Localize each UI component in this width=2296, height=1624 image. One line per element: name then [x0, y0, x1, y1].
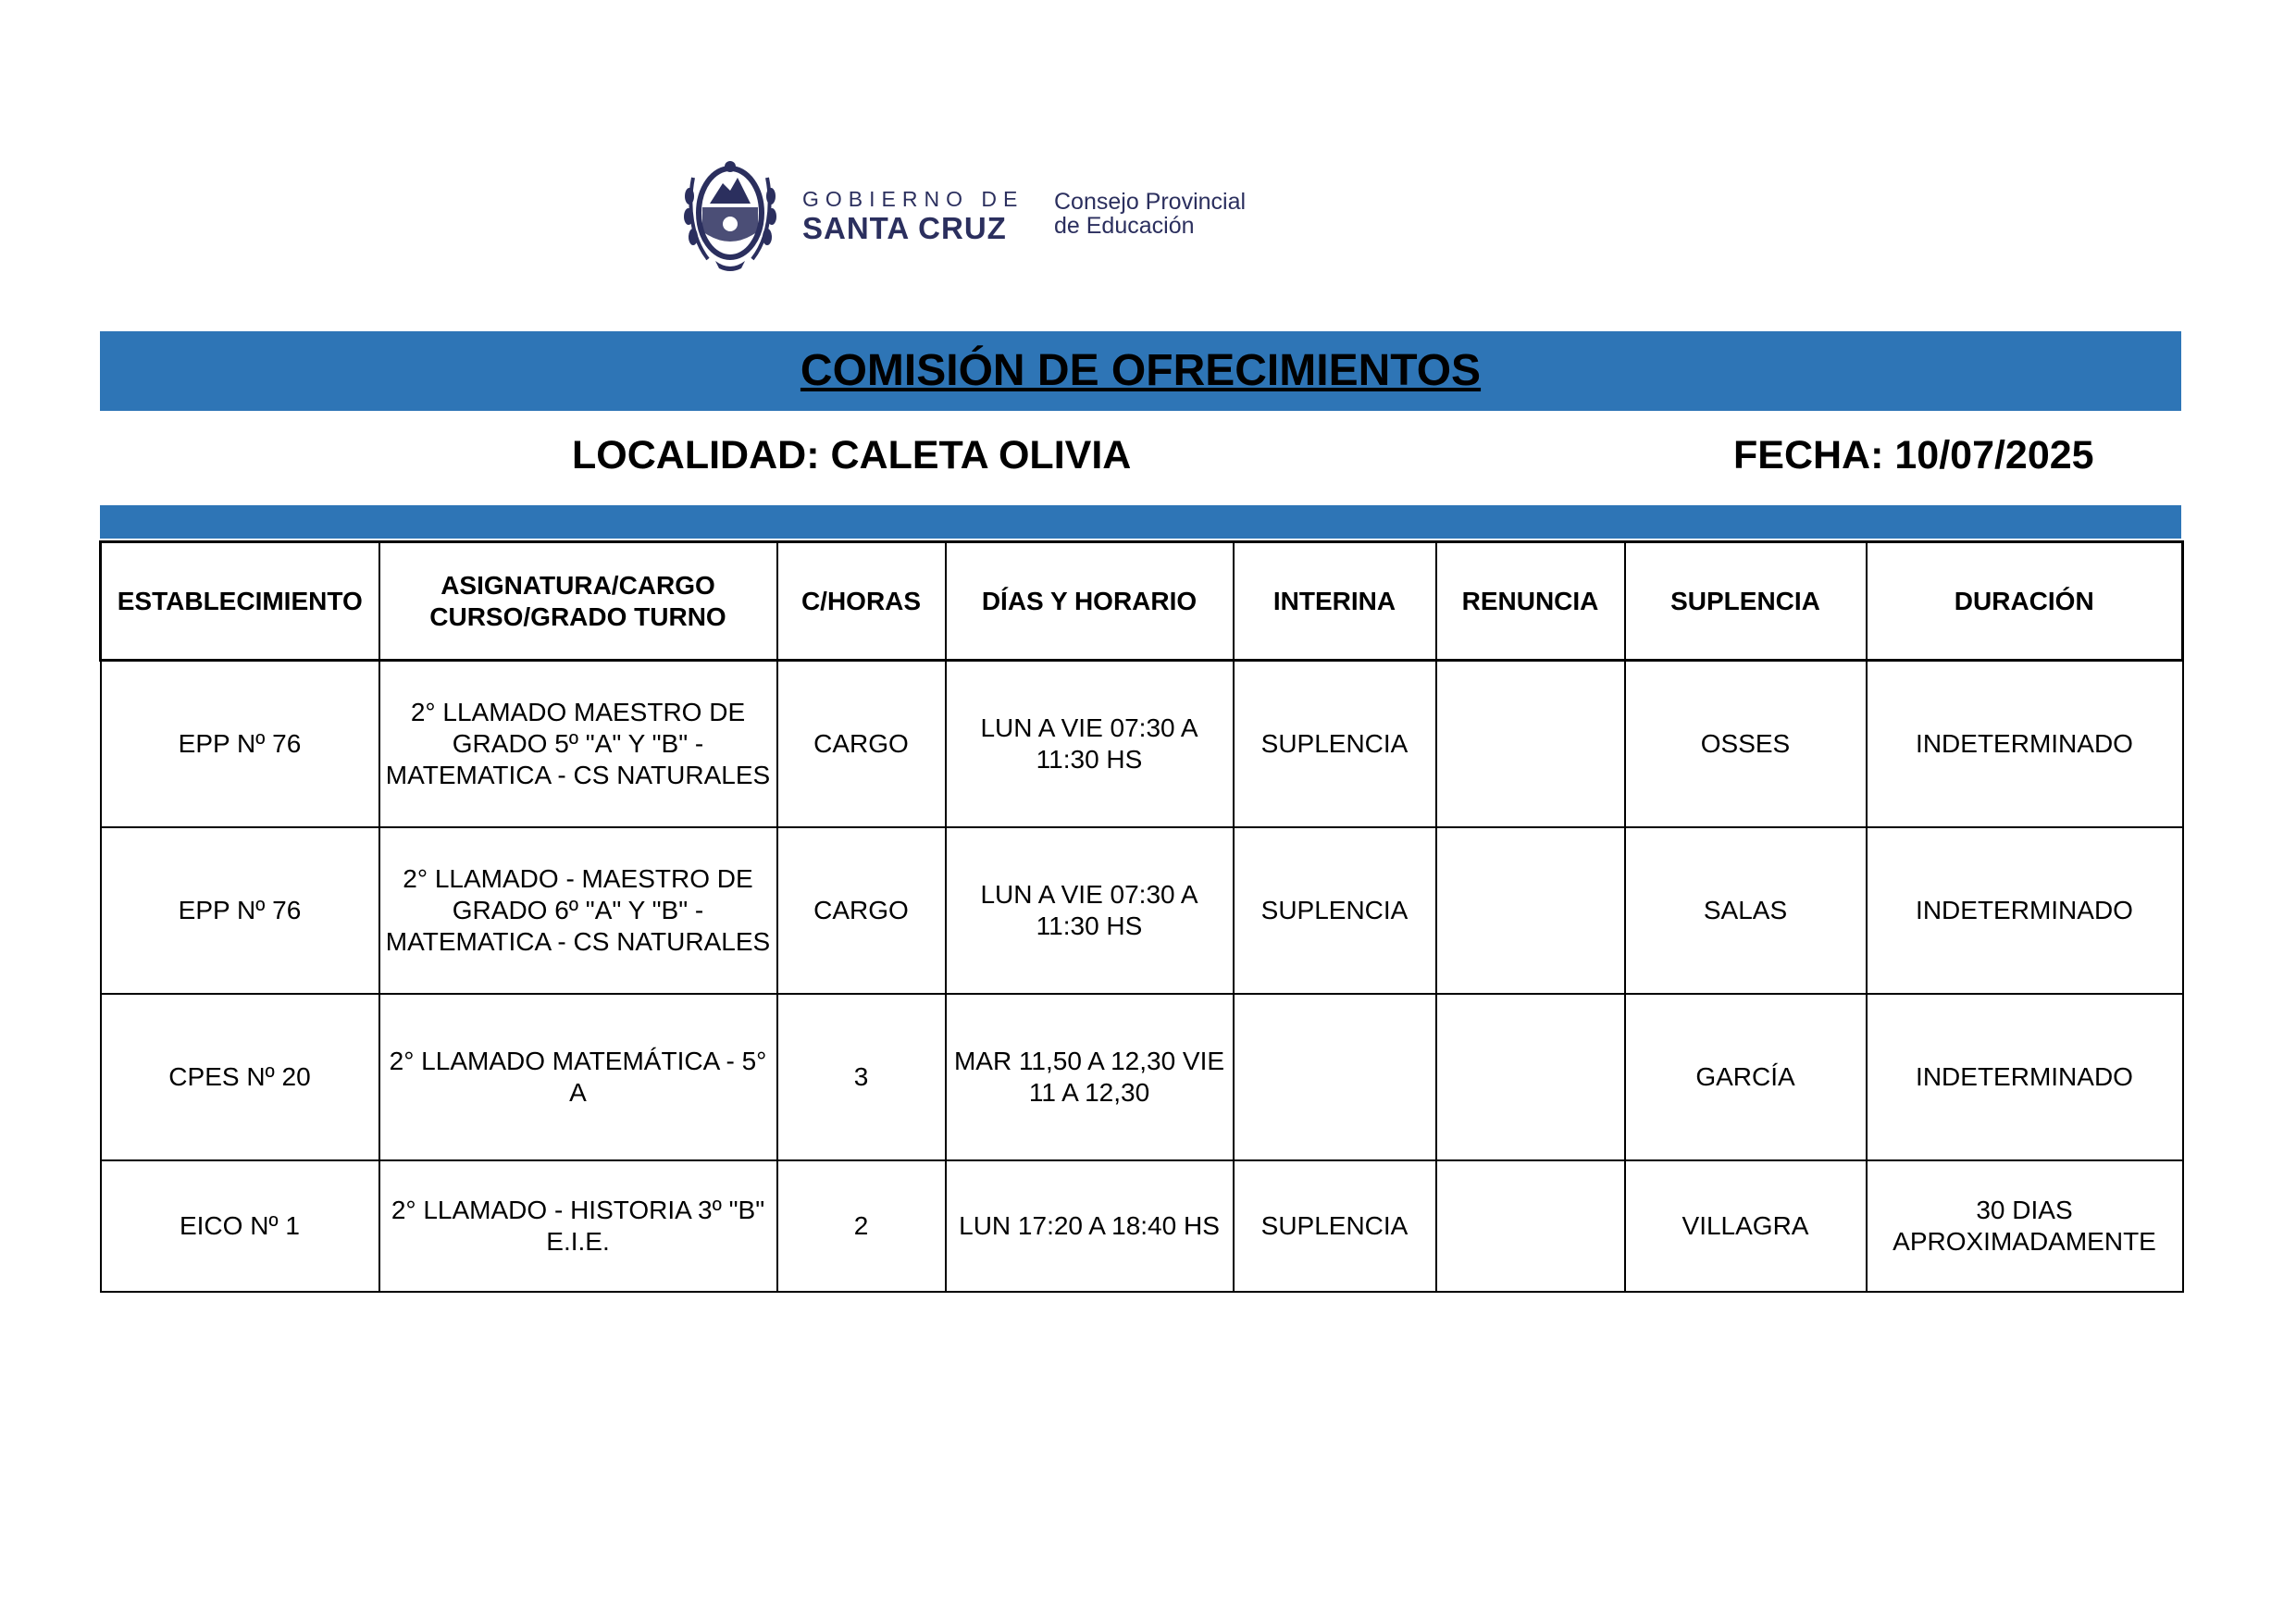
location-label: LOCALIDAD: CALETA OLIVIA	[572, 433, 1132, 477]
table-cell: SUPLENCIA	[1234, 1160, 1436, 1292]
table-cell	[1234, 994, 1436, 1160]
table-row	[101, 1160, 2183, 1292]
table-cell: EICO Nº 1	[101, 1160, 379, 1292]
table-cell: OSSES	[1625, 661, 1867, 827]
council-label-line2: de Educación	[1054, 213, 1195, 239]
table-cell: INDETERMINADO	[1867, 827, 2183, 994]
column-header: DURACIÓN	[1867, 542, 2183, 661]
province-label: SANTA CRUZ	[802, 211, 1007, 245]
table-cell: INDETERMINADO	[1867, 994, 2183, 1160]
table-cell: 3	[777, 994, 946, 1160]
page-title: COMISIÓN DE OFRECIMIENTOS	[800, 346, 1482, 395]
table-cell: EPP Nº 76	[101, 827, 379, 994]
table-cell	[1436, 827, 1625, 994]
table-cell: CARGO	[777, 827, 946, 994]
column-header: ASIGNATURA/CARGO CURSO/GRADO TURNO	[379, 542, 777, 661]
table-cell: LUN A VIE 07:30 A 11:30 HS	[946, 661, 1234, 827]
table-cell: INDETERMINADO	[1867, 661, 2183, 827]
table-cell	[1436, 1160, 1625, 1292]
column-header: SUPLENCIA	[1625, 542, 1867, 661]
table-cell: SUPLENCIA	[1234, 827, 1436, 994]
header-logo	[680, 150, 1282, 275]
table-cell: GARCÍA	[1625, 994, 1867, 1160]
offers-table	[99, 540, 2184, 1293]
table-cell: 2° LLAMADO - MAESTRO DE GRADO 6º "A" Y "B" - MATEMATICA - CS NATURALES	[379, 827, 777, 994]
column-header: DÍAS Y HORARIO	[946, 542, 1234, 661]
gov-label: GOBIERNO DE	[802, 187, 1024, 211]
table-cell: LUN A VIE 07:30 A 11:30 HS	[946, 827, 1234, 994]
column-header: ESTABLECIMIENTO	[101, 542, 379, 661]
council-label-line1: Consejo Provincial	[1054, 189, 1247, 215]
table-cell: SUPLENCIA	[1234, 661, 1436, 827]
column-header: INTERINA	[1234, 542, 1436, 661]
column-header: RENUNCIA	[1436, 542, 1625, 661]
table-header-row	[101, 542, 2183, 661]
table-cell: EPP Nº 76	[101, 661, 379, 827]
column-header: C/HORAS	[777, 542, 946, 661]
table-cell: 2° LLAMADO MATEMÁTICA - 5° A	[379, 994, 777, 1160]
table-cell: 2° LLAMADO MAESTRO DE GRADO 5º "A" Y "B" - MATEMATICA - CS NATURALES	[379, 661, 777, 827]
title-bar	[100, 331, 2181, 411]
table-cell: CARGO	[777, 661, 946, 827]
table-cell: VILLAGRA	[1625, 1160, 1867, 1292]
table-row	[101, 661, 2183, 827]
table-cell: MAR 11,50 A 12,30 VIE 11 A 12,30	[946, 994, 1234, 1160]
santa-cruz-coat-of-arms-icon	[680, 150, 780, 272]
table-cell: 30 DIAS APROXIMADAMENTE	[1867, 1160, 2183, 1292]
table-cell: SALAS	[1625, 827, 1867, 994]
date-label: FECHA: 10/07/2025	[1733, 433, 2094, 477]
table-row	[101, 827, 2183, 994]
table-row	[101, 994, 2183, 1160]
blue-divider-band	[100, 505, 2181, 539]
table-cell: CPES Nº 20	[101, 994, 379, 1160]
table-cell: LUN 17:20 A 18:40 HS	[946, 1160, 1234, 1292]
table-cell	[1436, 994, 1625, 1160]
table-cell	[1436, 661, 1625, 827]
table-cell: 2° LLAMADO - HISTORIA 3º "B" E.I.E.	[379, 1160, 777, 1292]
table-cell: 2	[777, 1160, 946, 1292]
